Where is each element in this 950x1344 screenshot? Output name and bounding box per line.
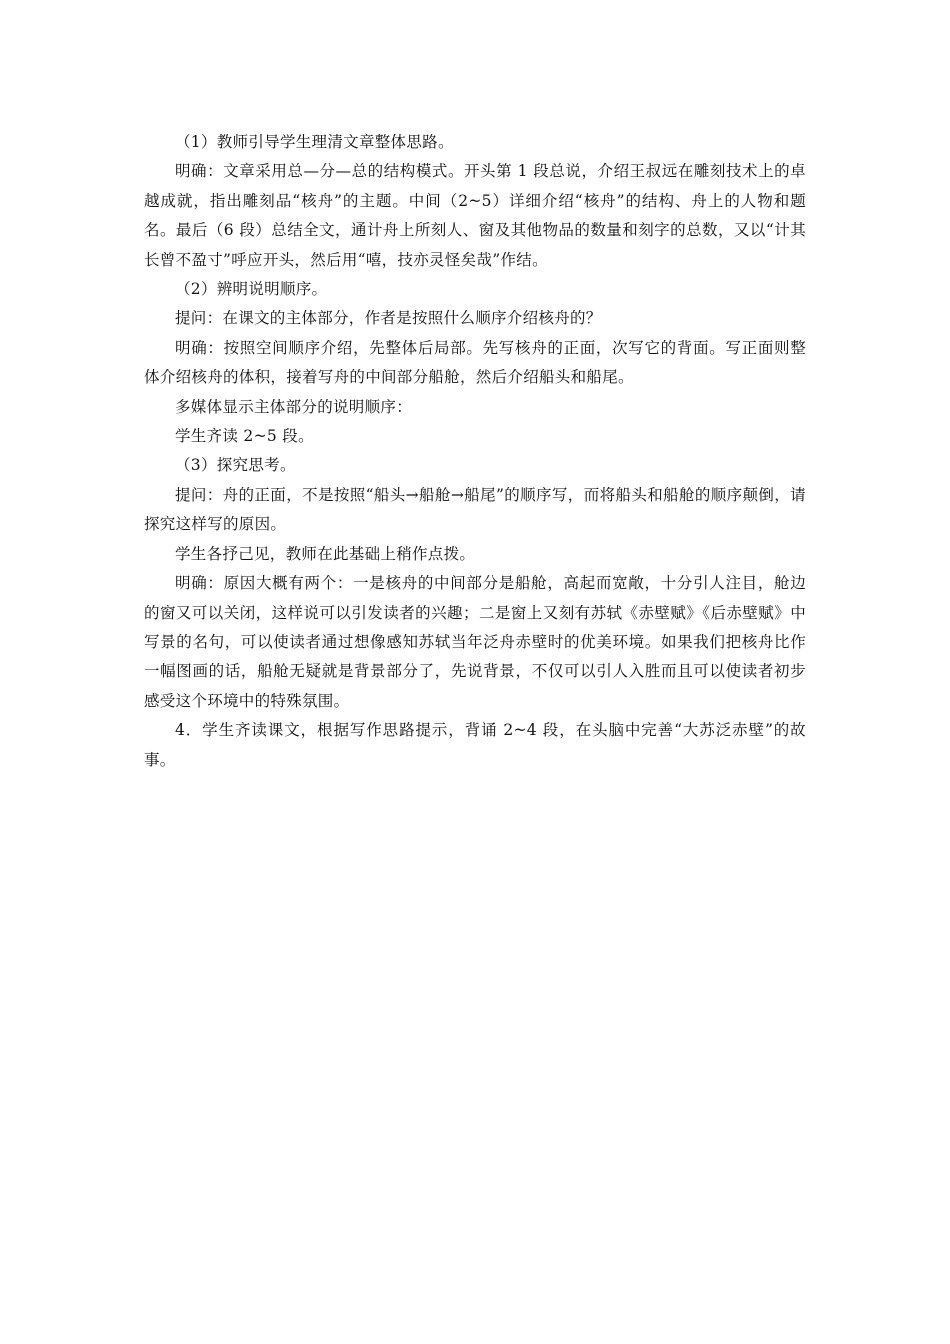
paragraph-multimedia: 多媒体显示主体部分的说明顺序：: [175, 397, 413, 416]
document-body: [144, 128, 806, 775]
paragraph-task-1: （1）教师引导学生理清文章整体思路。: [175, 133, 454, 151]
paragraph-question-order: 提问：在课文的主体部分，作者是按照什么顺序介绍核舟的？: [175, 309, 602, 328]
paragraph-answer-structure: 明确：文章采用总—分—总的结构模式。开头第 1 段总说，介绍王叔远在雕刻技术上的卓越成就，指出雕刻品“核舟”的主题。中间（2~5）详细介绍“核舟”的结构、舟上的人物和题名。最后（6 段）总结全文，通计舟上所刻人、窗及其他物品的数量和刻字的总数，又以“计其长曾不盈寸”呼应开头，然后用“嘻，技亦灵怪矣哉”作结。: [144, 162, 806, 269]
paragraph-answer-order: 明确：按照空间顺序介绍，先整体后局部。先写核舟的正面，次写它的背面。写正面则整体介绍核舟的体积，接着写舟的中间部分船舱，然后介绍船头和船尾。: [144, 338, 806, 387]
paragraph-task-4: 4．学生齐读课文，根据写作思路提示，背诵 2~4 段，在头脑中完善“大苏泛赤壁”的故事。: [144, 721, 806, 769]
paragraph-answer-reason: 明确：原因大概有两个：一是核舟的中间部分是船舱，高起而宽敞，十分引人注目，舱边的窗又可以关闭，这样说可以引发读者的兴趣；二是窗上又刻有苏轼《赤壁赋》《后赤壁赋》中写景的名句，可以使读者通过想像感知苏轼当年泛舟赤壁时的优美环境。如果我们把核舟比作一幅图画的话，船舱无疑就是背景部分了，先说背景，不仅可以引人入胜而且可以使读者初步感受这个环境中的特殊氛围。: [144, 574, 806, 710]
paragraph-discussion: 学生各抒己见，教师在此基础上稍作点拨。: [175, 544, 476, 563]
paragraph-question-reason: 提问：舟的正面，不是按照“船头→船舱→船尾”的顺序写，而将船头和船舱的顺序颠倒，请探究这样写的原因。: [144, 485, 806, 534]
paragraph-task-3: （3）探究思考。: [175, 456, 296, 475]
paragraph-read-aloud: 学生齐读 2~5 段。: [175, 427, 314, 446]
paragraph-task-2: （2）辨明说明顺序。: [175, 280, 328, 299]
